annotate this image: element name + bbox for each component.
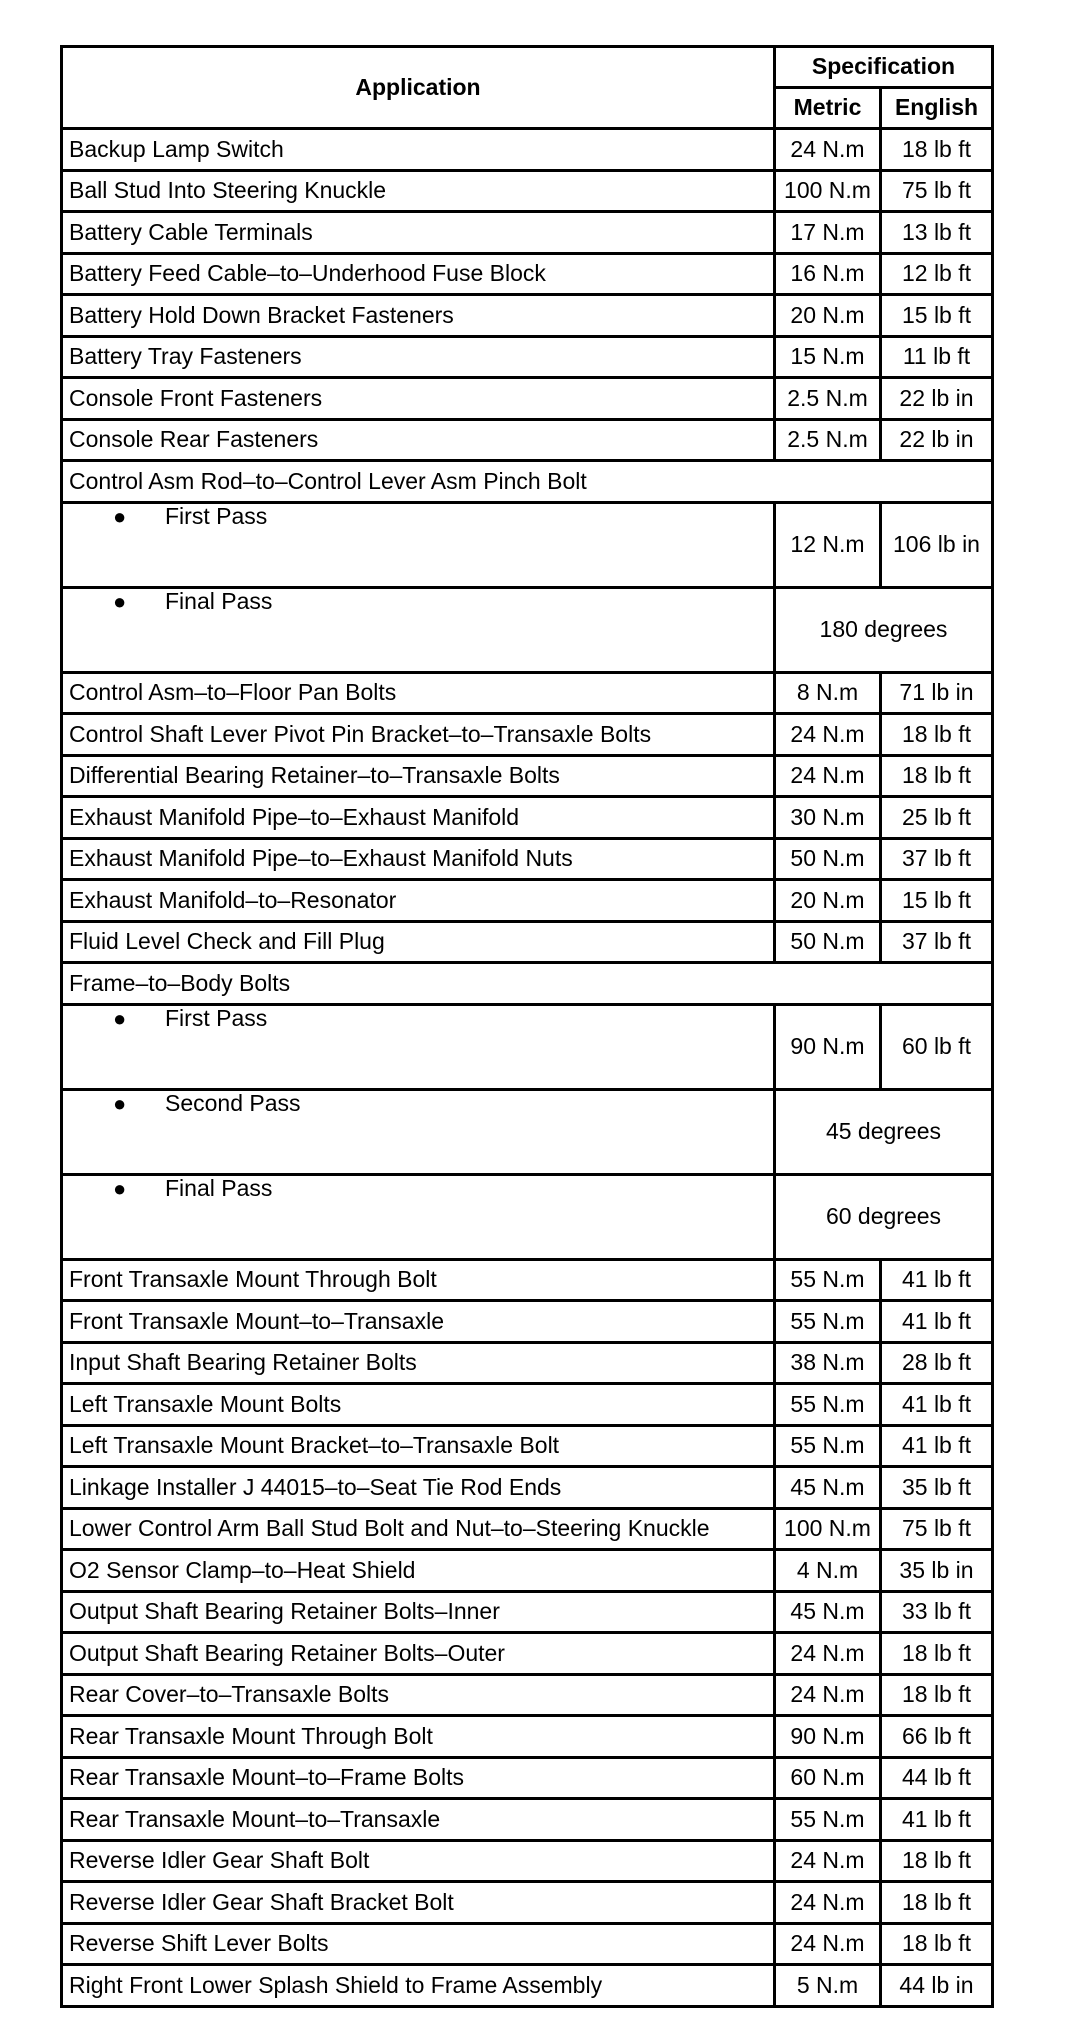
table-row (62, 1425, 993, 1467)
bullet-icon: ● (113, 1175, 127, 1201)
table-row (62, 1550, 993, 1592)
application-cell: Lower Control Arm Ball Stud Bolt and Nut–to–Steering Knuckle (62, 1508, 775, 1550)
english-cell: 15 lb ft (881, 295, 993, 337)
english-cell: 35 lb ft (881, 1467, 993, 1509)
application-cell: Rear Transaxle Mount–to–Frame Bolts (62, 1757, 775, 1799)
metric-cell: 38 N.m (775, 1342, 881, 1384)
table-row (62, 797, 993, 839)
metric-cell: 5 N.m (775, 1965, 881, 2007)
metric-cell: 24 N.m (775, 129, 881, 171)
metric-cell: 30 N.m (775, 797, 881, 839)
application-cell: Rear Cover–to–Transaxle Bolts (62, 1674, 775, 1716)
sub-step-cell (62, 1089, 775, 1174)
english-cell: 37 lb ft (881, 838, 993, 880)
english-cell: 60 lb ft (881, 1004, 993, 1089)
table-row (62, 212, 993, 254)
english-cell: 71 lb in (881, 672, 993, 714)
english-cell: 44 lb in (881, 1965, 993, 2007)
metric-cell: 24 N.m (775, 1674, 881, 1716)
application-cell: Reverse Idler Gear Shaft Bolt (62, 1840, 775, 1882)
metric-cell: 2.5 N.m (775, 419, 881, 461)
english-header: English (881, 88, 993, 129)
metric-cell: 55 N.m (775, 1384, 881, 1426)
table-row (62, 1716, 993, 1758)
english-cell: 18 lb ft (881, 1674, 993, 1716)
table-row (62, 419, 993, 461)
table-row (62, 1467, 993, 1509)
metric-cell: 90 N.m (775, 1004, 881, 1089)
metric-cell: 60 N.m (775, 1757, 881, 1799)
table-row (62, 1342, 993, 1384)
table-row (62, 1633, 993, 1675)
angle-spec-cell: 45 degrees (775, 1089, 993, 1174)
table-row (62, 838, 993, 880)
bullet-icon: ● (113, 1090, 127, 1116)
metric-cell: 24 N.m (775, 1840, 881, 1882)
table-row (62, 129, 993, 171)
application-cell: Battery Cable Terminals (62, 212, 775, 254)
english-cell: 13 lb ft (881, 212, 993, 254)
application-cell: Right Front Lower Splash Shield to Frame Assembly (62, 1965, 775, 2007)
english-cell: 25 lb ft (881, 797, 993, 839)
sub-step-cell (62, 587, 775, 672)
english-cell: 28 lb ft (881, 1342, 993, 1384)
metric-cell: 15 N.m (775, 336, 881, 378)
group-row (62, 461, 993, 503)
sub-step-label: Final Pass (165, 1174, 273, 1201)
sub-step-cell (62, 1004, 775, 1089)
application-cell: Left Transaxle Mount Bracket–to–Transaxle Bolt (62, 1425, 775, 1467)
bullet-icon: ● (113, 1005, 127, 1031)
application-cell: Exhaust Manifold Pipe–to–Exhaust Manifold Nuts (62, 838, 775, 880)
angle-spec-cell: 180 degrees (775, 587, 993, 672)
english-cell: 41 lb ft (881, 1799, 993, 1841)
table-row (62, 1799, 993, 1841)
table-row (62, 1965, 993, 2007)
sub-step-row (62, 1004, 993, 1089)
metric-cell: 24 N.m (775, 1923, 881, 1965)
metric-cell: 45 N.m (775, 1591, 881, 1633)
metric-cell: 4 N.m (775, 1550, 881, 1592)
application-cell: Differential Bearing Retainer–to–Transaxle Bolts (62, 755, 775, 797)
application-cell: Rear Transaxle Mount–to–Transaxle (62, 1799, 775, 1841)
sub-step-label: Final Pass (165, 587, 273, 614)
metric-cell: 50 N.m (775, 921, 881, 963)
angle-spec-cell: 60 degrees (775, 1174, 993, 1259)
metric-cell: 55 N.m (775, 1425, 881, 1467)
application-cell: Fluid Level Check and Fill Plug (62, 921, 775, 963)
bullet-icon: ● (113, 588, 127, 614)
specification-header: Specification (775, 47, 993, 88)
application-cell: Front Transaxle Mount–to–Transaxle (62, 1301, 775, 1343)
sub-step-label: First Pass (165, 1004, 268, 1031)
sub-step-label: First Pass (165, 502, 268, 529)
table-row (62, 921, 993, 963)
english-cell: 75 lb ft (881, 170, 993, 212)
metric-cell: 12 N.m (775, 502, 881, 587)
sub-step-label: Second Pass (165, 1089, 301, 1116)
english-cell: 18 lb ft (881, 129, 993, 171)
application-cell: Reverse Shift Lever Bolts (62, 1923, 775, 1965)
english-cell: 18 lb ft (881, 755, 993, 797)
application-header: Application (62, 47, 775, 129)
bullet-icon: ● (113, 503, 127, 529)
metric-cell: 8 N.m (775, 672, 881, 714)
metric-cell: 20 N.m (775, 880, 881, 922)
metric-cell: 90 N.m (775, 1716, 881, 1758)
application-cell: Exhaust Manifold Pipe–to–Exhaust Manifold (62, 797, 775, 839)
application-cell: Backup Lamp Switch (62, 129, 775, 171)
metric-cell: 24 N.m (775, 714, 881, 756)
english-cell: 22 lb in (881, 419, 993, 461)
metric-cell: 100 N.m (775, 1508, 881, 1550)
application-cell: Console Front Fasteners (62, 378, 775, 420)
table-row (62, 1384, 993, 1426)
application-cell: Battery Tray Fasteners (62, 336, 775, 378)
sub-step-row (62, 1174, 993, 1259)
english-cell: 18 lb ft (881, 1840, 993, 1882)
english-cell: 33 lb ft (881, 1591, 993, 1633)
metric-cell: 50 N.m (775, 838, 881, 880)
table-row (62, 1882, 993, 1924)
application-cell: Battery Feed Cable–to–Underhood Fuse Block (62, 253, 775, 295)
application-cell: Reverse Idler Gear Shaft Bracket Bolt (62, 1882, 775, 1924)
application-cell: Left Transaxle Mount Bolts (62, 1384, 775, 1426)
group-heading-cell: Control Asm Rod–to–Control Lever Asm Pinch Bolt (62, 461, 993, 503)
sub-step-cell (62, 502, 775, 587)
english-cell: 11 lb ft (881, 336, 993, 378)
application-cell: O2 Sensor Clamp–to–Heat Shield (62, 1550, 775, 1592)
metric-cell: 2.5 N.m (775, 378, 881, 420)
table-row (62, 755, 993, 797)
application-cell: Control Asm–to–Floor Pan Bolts (62, 672, 775, 714)
english-cell: 18 lb ft (881, 1633, 993, 1675)
table-row (62, 1301, 993, 1343)
table-header (62, 47, 993, 129)
metric-cell: 55 N.m (775, 1301, 881, 1343)
english-cell: 22 lb in (881, 378, 993, 420)
application-cell: Front Transaxle Mount Through Bolt (62, 1259, 775, 1301)
english-cell: 12 lb ft (881, 253, 993, 295)
sub-step-cell (62, 1174, 775, 1259)
metric-cell: 45 N.m (775, 1467, 881, 1509)
english-cell: 15 lb ft (881, 880, 993, 922)
sub-step-row (62, 1089, 993, 1174)
english-cell: 18 lb ft (881, 1923, 993, 1965)
torque-spec-table (60, 45, 994, 2008)
table-row (62, 672, 993, 714)
metric-header: Metric (775, 88, 881, 129)
table-body (62, 129, 993, 2007)
metric-cell: 24 N.m (775, 1633, 881, 1675)
table-row (62, 1840, 993, 1882)
application-cell: Console Rear Fasteners (62, 419, 775, 461)
application-cell: Input Shaft Bearing Retainer Bolts (62, 1342, 775, 1384)
metric-cell: 55 N.m (775, 1259, 881, 1301)
table-row (62, 170, 993, 212)
english-cell: 75 lb ft (881, 1508, 993, 1550)
english-cell: 44 lb ft (881, 1757, 993, 1799)
metric-cell: 20 N.m (775, 295, 881, 337)
metric-cell: 24 N.m (775, 1882, 881, 1924)
english-cell: 41 lb ft (881, 1259, 993, 1301)
english-cell: 18 lb ft (881, 714, 993, 756)
english-cell: 41 lb ft (881, 1301, 993, 1343)
application-cell: Control Shaft Lever Pivot Pin Bracket–to–Transaxle Bolts (62, 714, 775, 756)
table-row (62, 1259, 993, 1301)
table-row (62, 1591, 993, 1633)
english-cell: 41 lb ft (881, 1384, 993, 1426)
metric-cell: 16 N.m (775, 253, 881, 295)
table-row (62, 336, 993, 378)
table-row (62, 1923, 993, 1965)
application-cell: Output Shaft Bearing Retainer Bolts–Outer (62, 1633, 775, 1675)
metric-cell: 17 N.m (775, 212, 881, 254)
table-row (62, 253, 993, 295)
table-row (62, 1674, 993, 1716)
application-cell: Exhaust Manifold–to–Resonator (62, 880, 775, 922)
application-cell: Ball Stud Into Steering Knuckle (62, 170, 775, 212)
english-cell: 35 lb in (881, 1550, 993, 1592)
english-cell: 106 lb in (881, 502, 993, 587)
table-row (62, 1508, 993, 1550)
sub-step-row (62, 587, 993, 672)
application-cell: Linkage Installer J 44015–to–Seat Tie Rod Ends (62, 1467, 775, 1509)
table-row (62, 378, 993, 420)
metric-cell: 24 N.m (775, 755, 881, 797)
english-cell: 41 lb ft (881, 1425, 993, 1467)
table-row (62, 295, 993, 337)
english-cell: 66 lb ft (881, 1716, 993, 1758)
application-cell: Output Shaft Bearing Retainer Bolts–Inner (62, 1591, 775, 1633)
table-row (62, 880, 993, 922)
group-row (62, 963, 993, 1005)
english-cell: 18 lb ft (881, 1882, 993, 1924)
metric-cell: 55 N.m (775, 1799, 881, 1841)
sub-step-row (62, 502, 993, 587)
metric-cell: 100 N.m (775, 170, 881, 212)
table-row (62, 1757, 993, 1799)
group-heading-cell: Frame–to–Body Bolts (62, 963, 993, 1005)
application-cell: Battery Hold Down Bracket Fasteners (62, 295, 775, 337)
english-cell: 37 lb ft (881, 921, 993, 963)
application-cell: Rear Transaxle Mount Through Bolt (62, 1716, 775, 1758)
table-row (62, 714, 993, 756)
